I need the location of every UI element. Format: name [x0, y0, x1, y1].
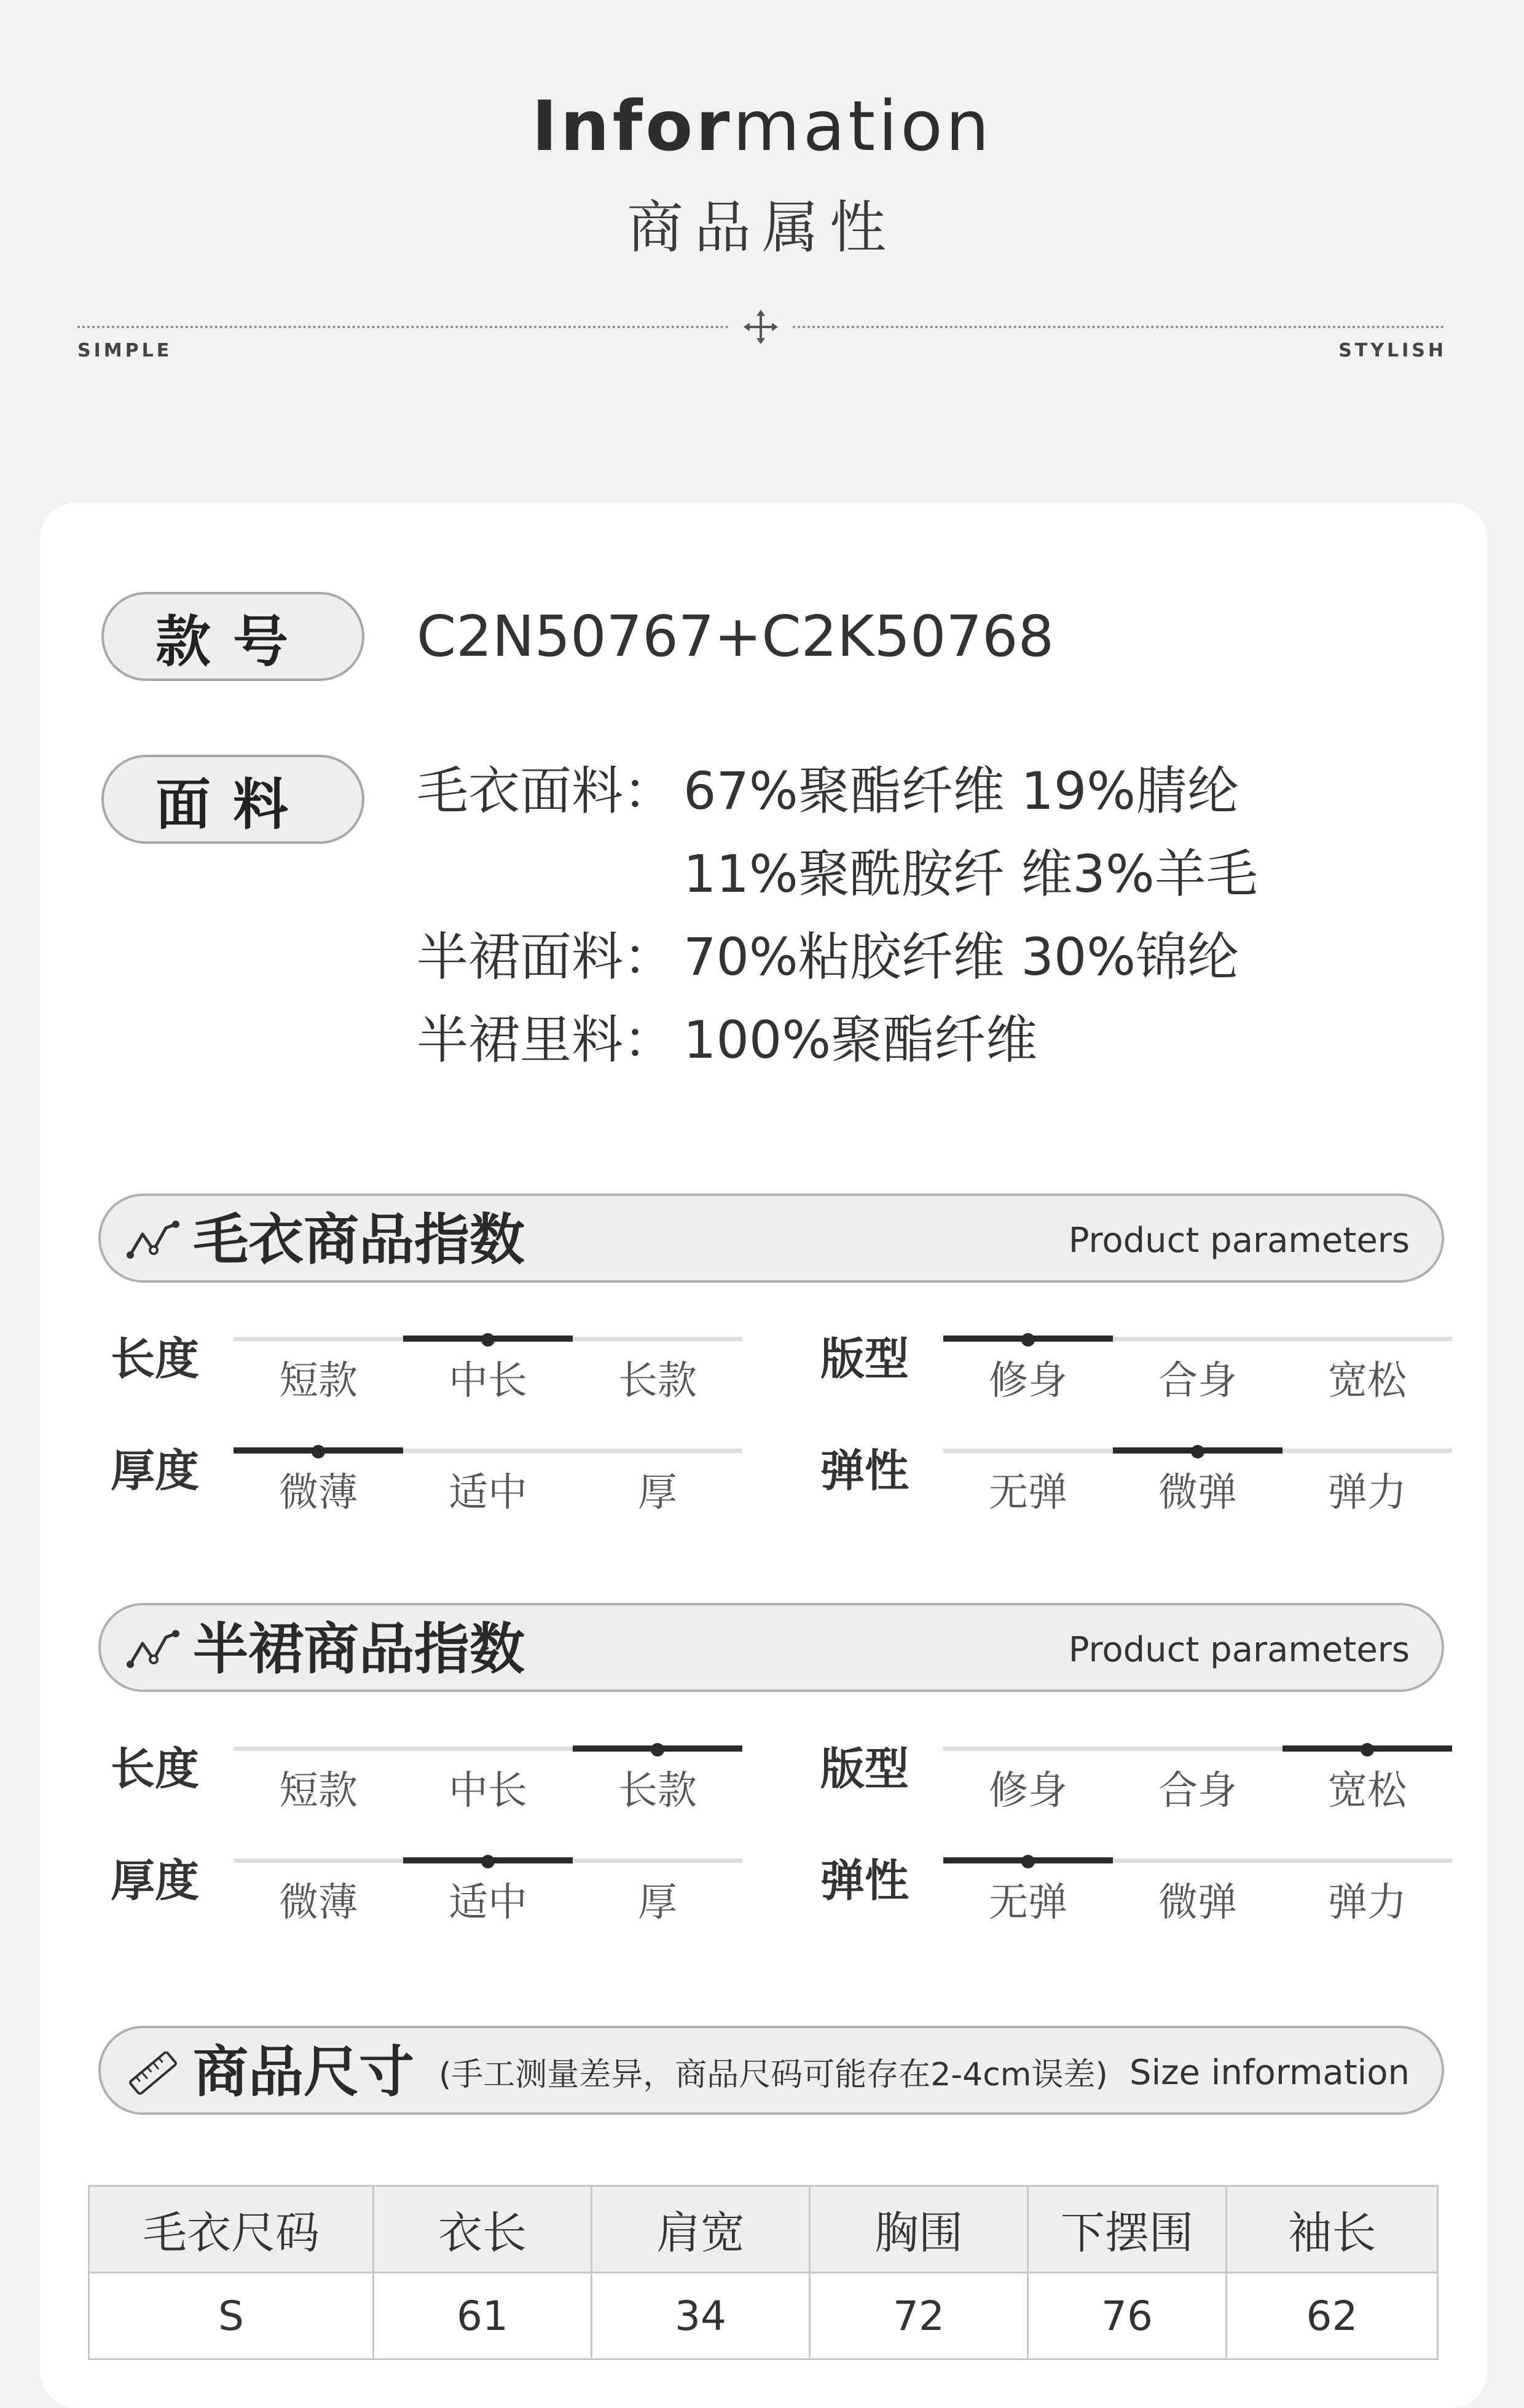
column-header: 袖长: [1227, 2186, 1438, 2273]
scale-option: 中长: [449, 1358, 527, 1404]
scale-option: 适中: [449, 1470, 527, 1516]
table-cell: 76: [1028, 2273, 1227, 2359]
table-cell: 72: [810, 2273, 1028, 2359]
fabric-row-label: 毛衣面料：: [417, 761, 675, 821]
scale-option: 合身: [1158, 1358, 1237, 1404]
scale-label: 厚度: [111, 1855, 200, 1906]
scale-marker: [481, 1855, 495, 1868]
scale-option: 合身: [1158, 1768, 1237, 1814]
scale-marker: [1021, 1333, 1035, 1347]
scale-option: 微薄: [279, 1470, 358, 1516]
table-row: [89, 2273, 1438, 2359]
sweater-scale-fit: [820, 1333, 1453, 1429]
skirt-scale-length: [111, 1743, 744, 1839]
scale-option: 修身: [989, 1768, 1067, 1814]
scale-marker: [481, 1333, 495, 1347]
scale-option: 宽松: [1328, 1358, 1407, 1404]
simple-label: SIMPLE: [77, 340, 173, 361]
scale-option: 无弹: [989, 1470, 1067, 1516]
scale-label: 弹性: [820, 1445, 909, 1497]
model-number: C2N50767+C2K50768: [417, 604, 1055, 669]
scale-option: 厚: [638, 1880, 677, 1926]
scale-option: 无弹: [989, 1880, 1067, 1926]
scale-label: 版型: [820, 1333, 909, 1385]
fabric-label-pill: 面料: [101, 755, 364, 844]
sweater-scale-elasticity: [820, 1445, 1453, 1541]
size-note: (手工测量差异，商品尺码可能存在2-4cm误差): [439, 2056, 1108, 2093]
sweater-scale-thickness: [111, 1445, 744, 1541]
scale-option: 微弹: [1158, 1880, 1237, 1926]
fabric-row-value: 11%聚酰胺纤 维3%羊毛: [683, 844, 1258, 904]
scale-marker: [1021, 1855, 1035, 1868]
column-header: 肩宽: [592, 2186, 810, 2273]
table-header-row: [89, 2186, 1438, 2273]
scale-marker: [1361, 1743, 1374, 1757]
fabric-row-value: 100%聚酯纤维: [683, 1010, 1038, 1070]
scale-label: 长度: [111, 1743, 200, 1795]
scale-label: 厚度: [111, 1445, 200, 1497]
move-cross-icon: [741, 307, 780, 347]
trend-line-icon: [125, 1219, 181, 1262]
scale-option: 微弹: [1158, 1470, 1237, 1516]
scale-option: 厚: [638, 1470, 677, 1516]
scale-option: 中长: [449, 1768, 527, 1814]
table-cell: 62: [1227, 2273, 1438, 2359]
fabric-row-value: 67%聚酯纤维 19%腈纶: [683, 761, 1239, 821]
scale-option: 短款: [279, 1768, 358, 1814]
section-title: 半裙商品指数: [193, 1617, 525, 1682]
scale-option: 长款: [618, 1358, 697, 1404]
table-cell: S: [89, 2273, 374, 2359]
section-subtitle-en: Product parameters: [1068, 1221, 1410, 1261]
ruler-icon: [125, 2052, 181, 2095]
page-title: Information: [532, 87, 992, 167]
model-label-pill: 款号: [101, 592, 364, 681]
scale-option: 短款: [279, 1358, 358, 1404]
divider-right: [793, 326, 1444, 328]
scale-option: 适中: [449, 1880, 527, 1926]
size-info-header: [98, 2026, 1444, 2115]
scale-label: 弹性: [820, 1855, 909, 1906]
skirt-index-header: [98, 1603, 1444, 1692]
column-header: 胸围: [810, 2186, 1028, 2273]
stylish-label: STYLISH: [1338, 340, 1447, 361]
scale-label: 版型: [820, 1743, 909, 1795]
scale-marker: [651, 1743, 664, 1757]
sweater-scale-length: [111, 1333, 744, 1429]
scale-marker: [312, 1445, 325, 1458]
skirt-scale-fit: [820, 1743, 1453, 1839]
scale-marker: [1191, 1445, 1204, 1458]
skirt-scale-elasticity: [820, 1855, 1453, 1951]
table-cell: 61: [374, 2273, 592, 2359]
section-subtitle-en: Product parameters: [1068, 1630, 1410, 1670]
skirt-scale-thickness: [111, 1855, 744, 1951]
scale-option: 修身: [989, 1358, 1067, 1404]
sweater-index-header: [98, 1194, 1444, 1283]
scale-label: 长度: [111, 1333, 200, 1385]
table-cell: 34: [592, 2273, 810, 2359]
fabric-row-value: 70%粘胶纤维 30%锦纶: [683, 927, 1239, 987]
section-title: 商品尺寸: [193, 2040, 414, 2104]
size-table: [88, 2185, 1439, 2360]
page-subtitle: 商品属性: [626, 195, 897, 261]
scale-option: 宽松: [1328, 1768, 1407, 1814]
column-header: 毛衣尺码: [89, 2186, 374, 2273]
scale-option: 长款: [618, 1768, 697, 1814]
fabric-row-label: 半裙里料：: [417, 1010, 675, 1070]
scale-option: 微薄: [279, 1880, 358, 1926]
scale-option: 弹力: [1328, 1880, 1407, 1926]
section-title: 毛衣商品指数: [193, 1208, 525, 1272]
column-header: 下摆围: [1028, 2186, 1227, 2273]
fabric-row-label: 半裙面料：: [417, 927, 675, 987]
column-header: 衣长: [374, 2186, 592, 2273]
trend-line-icon: [125, 1629, 181, 1672]
scale-option: 弹力: [1328, 1470, 1407, 1516]
section-subtitle-en: Size information: [1129, 2053, 1410, 2093]
divider-left: [77, 326, 729, 328]
